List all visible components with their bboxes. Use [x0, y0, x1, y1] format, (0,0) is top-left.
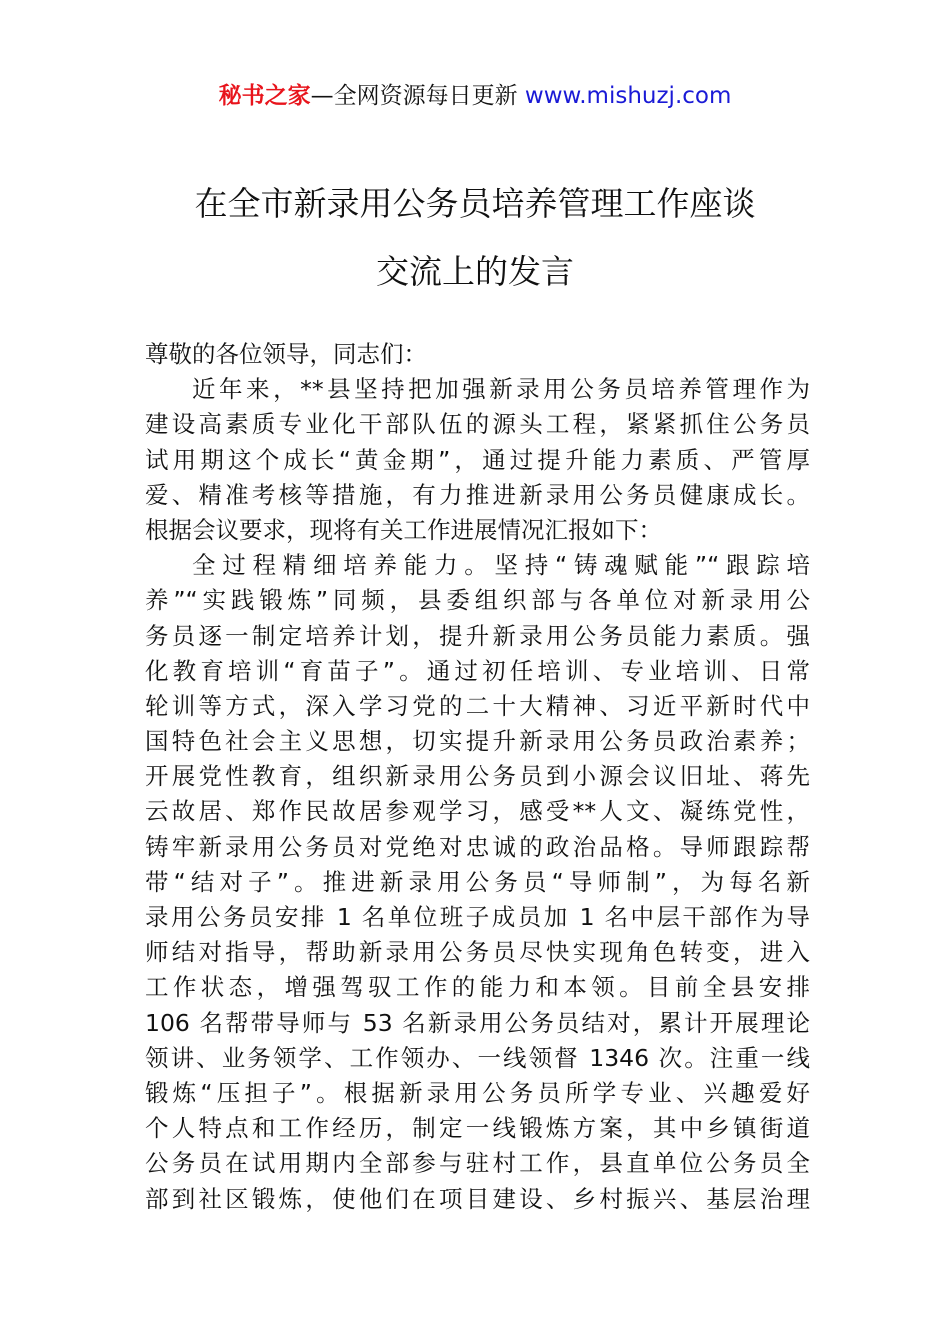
body-line: 工作状态，增强驾驭工作的能力和本领。目前全县安排: [145, 973, 810, 1002]
body-line: 云故居、郑作民故居参观学习，感受**人文、凝练党性，: [145, 797, 810, 826]
body-line: 近年来，**县坚持把加强新录用公务员培养管理作为: [192, 375, 810, 404]
body-line: 化教育培训“育苗子”。通过初任培训、专业培训、日常: [145, 656, 810, 685]
body-line: 建设高素质专业化干部队伍的源头工程，紧紧抓住公务员: [145, 410, 810, 439]
site-tagline: —全网资源每日更新: [310, 83, 525, 109]
body-line: 开展党性教育，组织新录用公务员到小源会议旧址、蒋先: [145, 762, 810, 791]
body-line: 带“结对子”。推进新录用公务员“导师制”，为每名新: [145, 867, 810, 896]
body-line: 106 名帮带导师与 53 名新录用公务员结对，累计开展理论: [145, 1008, 810, 1037]
body-line: 爱、精准考核等措施，有力推进新录用公务员健康成长。: [145, 480, 810, 509]
body-line: 录用公务员安排 1 名单位班子成员加 1 名中层干部作为导: [145, 903, 810, 931]
body-line: 务员逐一制定培养计划，提升新录用公务员能力素质。强: [145, 621, 810, 650]
body-line: 国特色社会主义思想，切实提升新录用公务员政治素养；: [145, 727, 810, 756]
document-title-line-1: 在全市新录用公务员培养管理工作座谈: [194, 184, 756, 223]
site-banner: [0, 80, 950, 112]
body-line: 公务员在试用期内全部参与驻村工作，县直单位公务员全: [145, 1149, 810, 1178]
body-line: 领讲、业务领学、工作领办、一线领督 1346 次。注重一线: [145, 1043, 810, 1072]
body-line: 部到社区锻炼，使他们在项目建设、乡村振兴、基层治理: [145, 1184, 810, 1213]
site-name: 秘书之家: [218, 83, 311, 109]
document-title-line-2: 交流上的发言: [376, 252, 574, 291]
salutation-line: 尊敬的各位领导，同志们：: [145, 340, 427, 368]
body-line: 师结对指导，帮助新录用公务员尽快实现角色转变，进入: [145, 938, 810, 967]
body-line: 养”“实践锻炼”同频，县委组织部与各单位对新录用公: [145, 586, 810, 615]
body-line: 全过程精细培养能力。坚持“铸魂赋能”“跟踪培: [192, 551, 810, 580]
body-line: 锻炼“压担子”。根据新录用公务员所学专业、兴趣爱好: [145, 1078, 810, 1107]
body-line: 轮训等方式，深入学习党的二十大精神、习近平新时代中: [145, 691, 810, 720]
body-line: 个人特点和工作经历，制定一线锻炼方案，其中乡镇街道: [145, 1114, 810, 1143]
document-body: [145, 337, 810, 1217]
body-line: 铸牢新录用公务员对党绝对忠诚的政治品格。导师跟踪帮: [145, 832, 810, 861]
body-line: 根据会议要求，现将有关工作进展情况汇报如下：: [145, 515, 662, 544]
body-line: 试用期这个成长“黄金期”，通过提升能力素质、严管厚: [145, 445, 810, 474]
site-url-link[interactable]: www.mishuzj.com: [524, 83, 732, 109]
